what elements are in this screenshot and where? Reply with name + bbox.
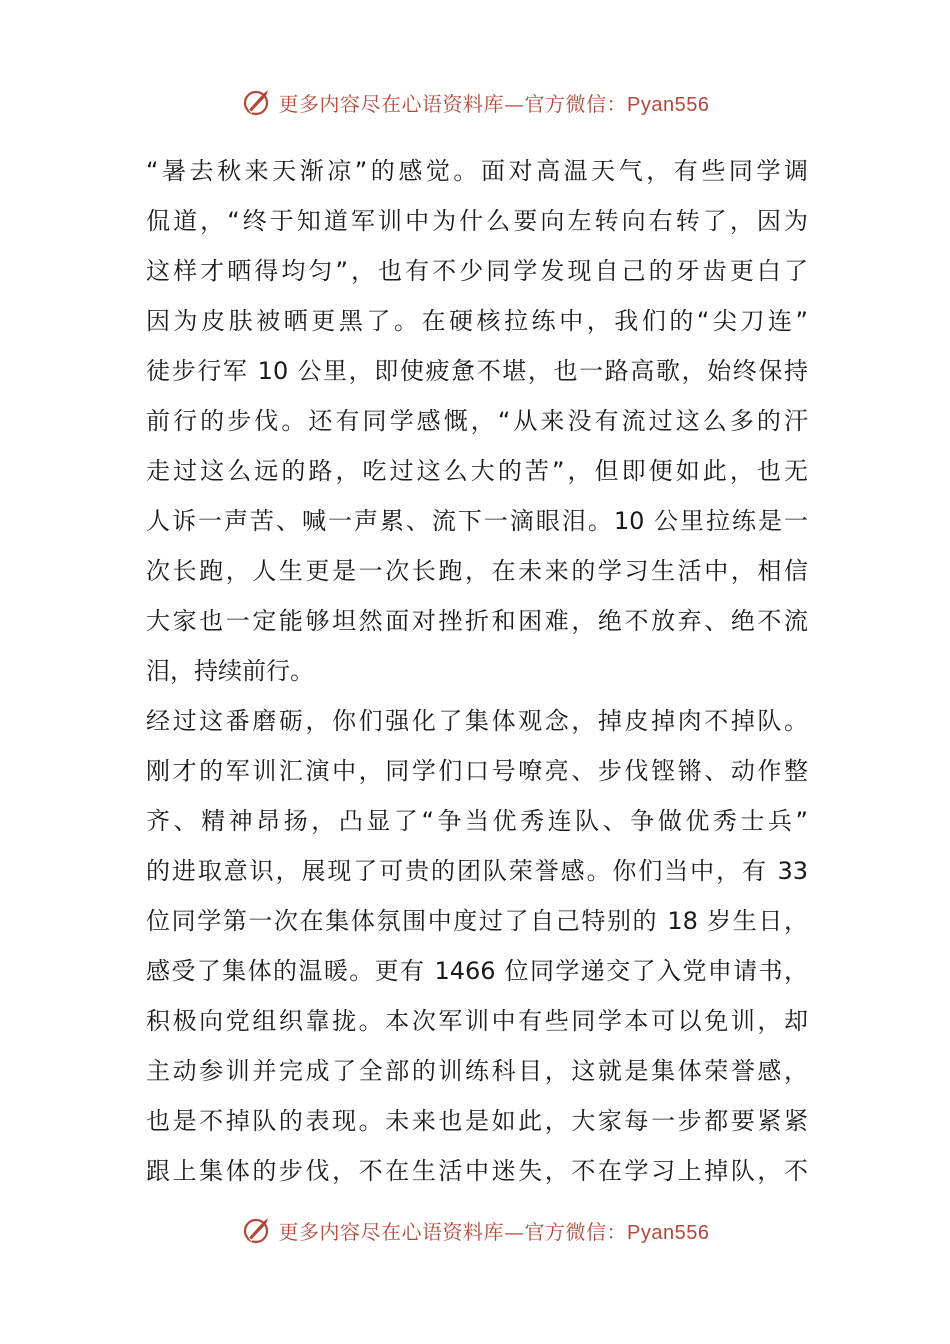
watermark-contact-value: Pyan556 [627,93,710,116]
text-line: 这样才晒得均匀”，也有不少同学发现自己的牙齿更白了 [146,257,808,285]
pen-circle-logo-icon [241,1214,273,1246]
watermark-separator: — [504,1219,525,1244]
text-line: 大家也一定能够坦然面对挫折和困难，绝不放弃、绝不流 [146,607,808,635]
watermark-text [279,1216,710,1245]
text-line: 位同学第一次在集体氛围中度过了自己特别的 18 岁生日， [146,907,808,935]
text-line: 徒步行军 10 公里，即使疲惫不堪，也一路高歌，始终保持 [146,357,808,385]
text-line: 齐、精神昂扬，凸显了“争当优秀连队、争做优秀士兵” [146,807,808,835]
text-line: 人诉一声苦、喊一声累、流下一滴眼泪。10 公里拉练是一 [146,507,808,535]
text-line: 感受了集体的温暖。更有 1466 位同学递交了入党申请书， [146,957,808,985]
text-line: 跟上集体的步伐，不在生活中迷失，不在学习上掉队，不 [146,1157,808,1185]
header-watermark [0,82,950,122]
watermark-contact-label: 官方微信： [524,1219,628,1244]
pen-circle-logo-icon [241,86,273,118]
paragraph-end-line: 泪，持续前行。 [146,657,314,685]
text-line: 也是不掉队的表现。未来也是如此，大家每一步都要紧紧 [146,1107,808,1135]
text-line: 侃道，“终于知道军训中为什么要向左转向右转了，因为 [146,207,808,235]
text-line: 刚才的军训汇演中，同学们口号嘹亮、步伐铿锵、动作整 [146,757,808,785]
text-line: 积极向党组织靠拢。本次军训中有些同学本可以免训，却 [146,1007,808,1035]
watermark-contact-label: 官方微信： [524,91,628,116]
text-line: 主动参训并完成了全部的训练科目，这就是集体荣誉感， [146,1057,808,1085]
watermark-text [279,88,710,117]
text-line: 的进取意识，展现了可贵的团队荣誉感。你们当中，有 33 [146,857,808,885]
text-line: 经过这番磨砺，你们强化了集体观念，掉皮掉肉不掉队。 [146,707,808,735]
document-body [146,146,808,1196]
text-line: 次长跑，人生更是一次长跑，在未来的学习生活中，相信 [146,557,808,585]
watermark-prefix: 更多内容尽在心语资料库 [278,91,505,116]
footer-watermark [0,1210,950,1250]
watermark-separator: — [504,91,525,116]
text-line: 因为皮肤被晒更黑了。在硬核拉练中，我们的“尖刀连” [146,307,808,335]
watermark-prefix: 更多内容尽在心语资料库 [278,1219,505,1244]
text-line: “暑去秋来天渐凉”的感觉。面对高温天气，有些同学调 [146,157,808,185]
watermark-contact-value: Pyan556 [627,1221,710,1244]
text-line: 前行的步伐。还有同学感慨，“从来没有流过这么多的汗 [146,407,808,435]
text-line: 走过这么远的路，吃过这么大的苦”，但即便如此，也无 [146,457,808,485]
